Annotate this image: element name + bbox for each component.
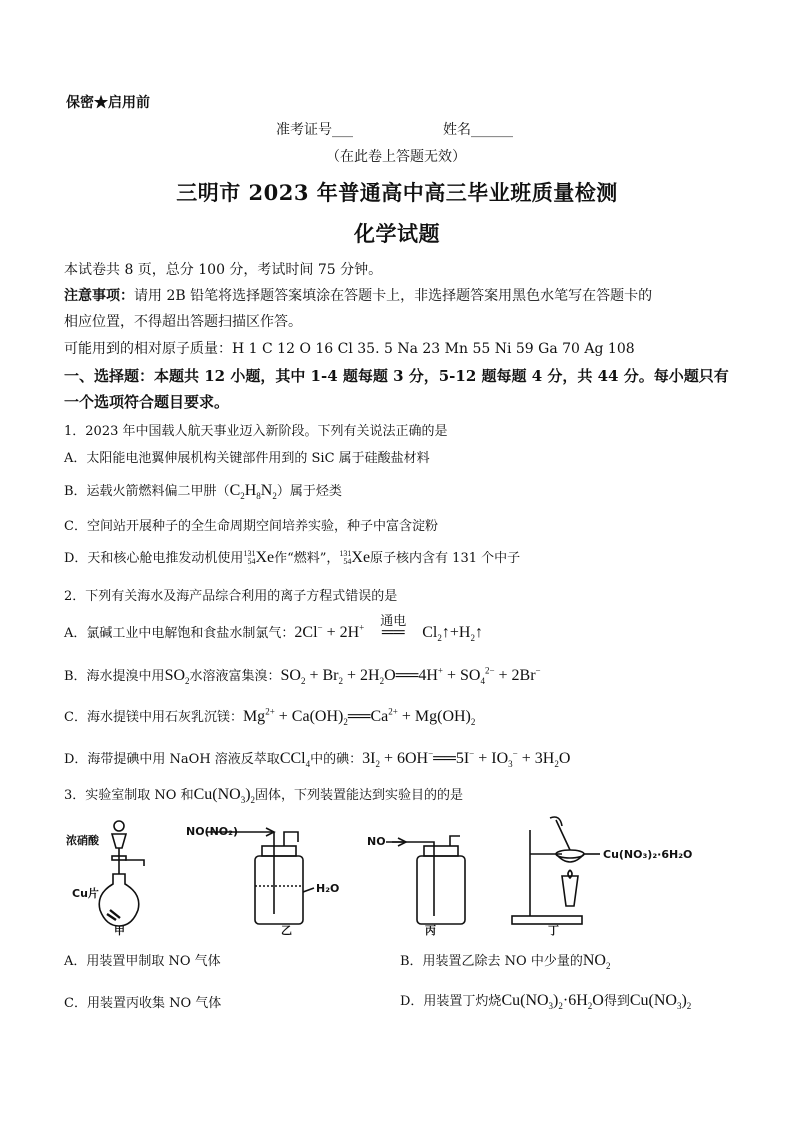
- notice-text1: 请用 2B 铅笔将选择题答案填涂在答题卡上，非选择题答案用黑色水笔写在答题卡的: [134, 288, 653, 304]
- label-no: NO: [367, 835, 386, 848]
- page-title: 三明市 2023 年普通高中高三毕业班质量检测: [176, 180, 618, 205]
- name-field: 姓名______: [443, 122, 513, 138]
- notice-line2: 相应位置，不得超出答题扫描区作答。: [64, 314, 302, 330]
- q3-option-c: C．用装置丙收集 NO 气体: [64, 996, 222, 1011]
- label-copper: Cu片: [72, 887, 99, 900]
- q3-option-b: B．用装置乙除去 NO 中少量的$NO_2$: [400, 952, 611, 972]
- q2-stem: 2．下列有关海水及海产品综合利用的离子方程式错误的是: [64, 589, 398, 604]
- confidential-mark: 保密★启用前: [66, 95, 150, 111]
- apparatus-jia: [99, 821, 144, 926]
- label-ding: 丁: [548, 924, 559, 937]
- q1-option-d: D．天和核心舱电推发动机使用131 54Xe作“燃料”，131 54Xe原子核内含有 131 个中子: [64, 549, 521, 567]
- section-heading-line2: 一个选项符合题目要求。: [64, 393, 230, 411]
- label-jia: 甲: [114, 924, 125, 937]
- q2-option-a: A．氯碱工业中电解饱和食盐水制氯气：2Cl− + 2H+ 通电 ══ $Cl_2↑+H_2↑$: [64, 622, 483, 643]
- label-yi: 乙: [281, 924, 292, 937]
- apparatus-ding: [512, 817, 600, 924]
- apparatus-figure: [62, 814, 742, 936]
- notice-line1: [64, 285, 652, 305]
- q3-option-a: A．用装置甲制取 NO 气体: [64, 954, 221, 969]
- page-subtitle: 化学试题: [354, 221, 440, 246]
- notice-label: 注意事项：: [64, 288, 134, 304]
- section-heading-line1: 一、选择题：本题共 12 小题，其中 1-4 题每题 3 分，5-12 题每题 4 分，共 44 分。每小题只有: [64, 367, 729, 385]
- label-bing: 丙: [425, 924, 436, 937]
- label-concentrated-nitric-acid: 浓硝酸: [66, 834, 99, 847]
- q1-option-b: B．运载火箭燃料偏二甲肼$(C_2H_8N_2)$属于烃类: [64, 482, 342, 502]
- q3-option-d: D．用装置丁灼烧$Cu(NO_3)_2\cdot 6H_2O$得到$Cu(NO_3)_2$: [400, 992, 692, 1012]
- exam-info: 本试卷共 8 页，总分 100 分，考试时间 75 分钟。: [64, 262, 383, 278]
- q2-option-c: C．海水提镁中用石灰乳沉镁：$Mg^{2+}$ + $Ca(OH)_2══Ca^{2+} + Mg(OH)_2$: [64, 706, 476, 728]
- q2-option-d: D．海带提碘中用 NaOH 溶液反萃取CCl$_4$中的碘：$3I_2$ + 6OH−══5I− + $IO_3^- + 3H_2O$: [64, 748, 571, 770]
- q2-option-b: B．海水提溴中用$SO_2$水溶液富集溴：$SO_2 + Br_2$ + $2H_2O══4H^+ + SO_4^{2-} + 2Br^-$: [64, 665, 541, 687]
- apparatus-bing: [386, 836, 465, 924]
- label-copper-nitrate-hydrate: Cu(NO₃)₂·6H₂O: [603, 848, 693, 861]
- q1-stem: 1．2023 年中国载人航天事业迈入新阶段。下列有关说法正确的是: [64, 424, 448, 439]
- q3-stem: 3．实验室制取 NO 和$Cu(NO_3)_2$固体，下列装置能达到实验目的的是: [64, 786, 464, 806]
- label-water: H₂O: [316, 882, 340, 895]
- electrolysis-condition: 通电: [380, 613, 407, 628]
- apparatus-yi: [206, 828, 314, 924]
- exam-id-field: 准考证号___: [276, 122, 353, 138]
- q1-option-c: C．空间站开展种子的全生命周期空间培养实验，种子中富含淀粉: [64, 519, 438, 534]
- q1-option-a: A．太阳能电池翼伸展机构关键部件用到的 SiC 属于硅酸盐材料: [64, 451, 430, 466]
- atomic-masses: 可能用到的相对原子质量：H 1 C 12 O 16 Cl 35. 5 Na 23 Mn 55 Ni 59 Ga 70 Ag 108: [64, 341, 635, 357]
- invalid-answer-note: （在此卷上答题无效）: [326, 149, 466, 165]
- label-no-no2: NO(NO₂): [186, 825, 238, 838]
